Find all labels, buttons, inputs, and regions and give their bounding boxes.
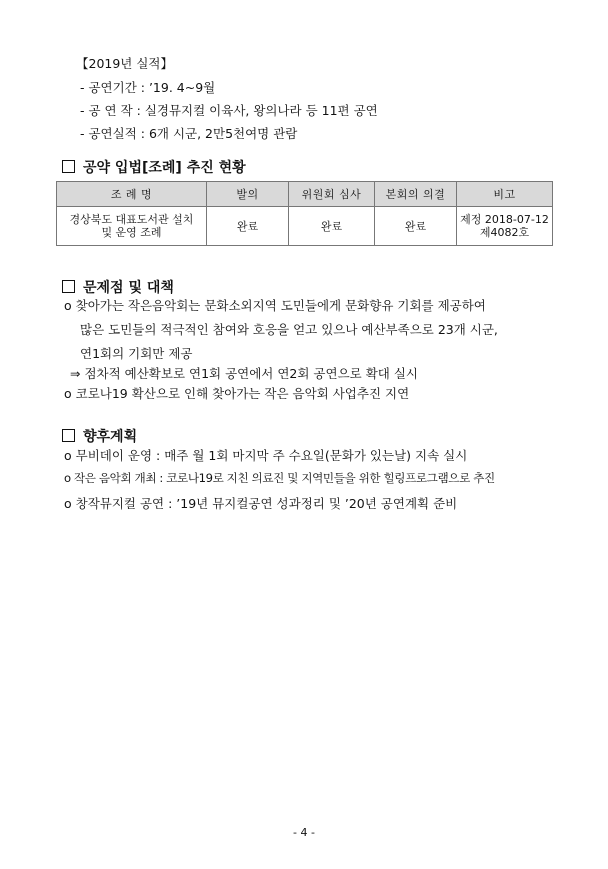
ordinance-table bbox=[56, 181, 553, 246]
issue-line-3: 연1회의 기회만 제공 bbox=[80, 346, 193, 361]
note-line2: 제4082호 bbox=[479, 226, 530, 239]
table-row bbox=[57, 207, 553, 246]
issue-countermeasure: ⇒ 점차적 예산확보로 연1회 공연에서 연2회 공연으로 확대 실시 bbox=[70, 366, 418, 381]
cell-note bbox=[457, 207, 553, 246]
cell-committee: 완료 bbox=[289, 207, 375, 246]
ordinance-title: 공약 입법[조례] 추진 현황 bbox=[83, 160, 246, 176]
page-number: - 4 - bbox=[293, 826, 315, 839]
plans-heading bbox=[62, 426, 137, 446]
square-bullet-icon bbox=[62, 160, 75, 173]
ordinance-name-line2: 및 운영 조례 bbox=[101, 226, 162, 239]
col-proposal: 발의 bbox=[207, 182, 289, 207]
cell-ordinance-name bbox=[57, 207, 207, 246]
issue-line-2: 많은 도민들의 적극적인 참여와 호응을 얻고 있으나 예산부족으로 23개 시군, bbox=[80, 322, 498, 337]
plan-line-1: o 무비데이 운영 : 매주 월 1회 마지막 주 수요일(문화가 있는날) 지속 실시 bbox=[64, 448, 468, 463]
col-note: 비고 bbox=[457, 182, 553, 207]
achievements-header: 【2019년 실적】 bbox=[76, 56, 174, 71]
achievement-results: - 공연실적 : 6개 시군, 2만5천여명 관람 bbox=[80, 126, 298, 141]
cell-proposal: 완료 bbox=[207, 207, 289, 246]
square-bullet-icon bbox=[62, 429, 75, 442]
plan-line-2: o 작은 음악회 개최 : 코로나19로 지친 의료진 및 지역민들을 위한 힐링프로그램으로 추진 bbox=[64, 471, 495, 485]
ordinance-name-line1: 경상북도 대표도서관 설치 bbox=[69, 213, 194, 226]
issues-heading bbox=[62, 277, 174, 297]
col-plenary: 본회의 의결 bbox=[375, 182, 457, 207]
col-ordinance-name: 조 례 명 bbox=[57, 182, 207, 207]
issues-title: 문제점 및 대책 bbox=[83, 280, 174, 296]
cell-plenary: 완료 bbox=[375, 207, 457, 246]
note-line1: 제정 2018-07-12 bbox=[460, 213, 549, 226]
ordinance-heading bbox=[62, 157, 246, 177]
plan-line-3: o 창작뮤지컬 공연 : ’19년 뮤지컬공연 성과정리 및 ’20년 공연계획 준비 bbox=[64, 496, 458, 511]
col-committee: 위원회 심사 bbox=[289, 182, 375, 207]
square-bullet-icon bbox=[62, 280, 75, 293]
plans-title: 향후계획 bbox=[83, 429, 138, 445]
issue-line-1: o 찾아가는 작은음악회는 문화소외지역 도민들에게 문화향유 기회를 제공하여 bbox=[64, 298, 486, 313]
issue-line-5: o 코로나19 확산으로 인해 찾아가는 작은 음악회 사업추진 지연 bbox=[64, 386, 410, 401]
achievement-period: - 공연기간 : ’19. 4~9월 bbox=[80, 80, 216, 95]
table-header-row bbox=[57, 182, 553, 207]
achievement-works: - 공 연 작 : 실경뮤지컬 이육사, 왕의나라 등 11편 공연 bbox=[80, 103, 378, 118]
